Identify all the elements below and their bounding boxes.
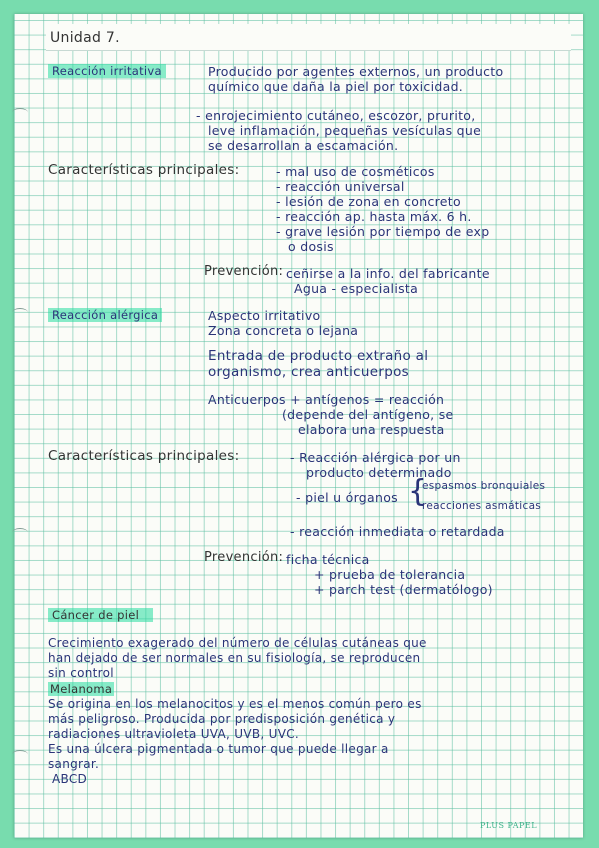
effects-line: leve inflamación, pequeñas vesículas que (208, 123, 482, 138)
subheading-melanoma: Melanoma (50, 682, 113, 696)
characteristic-item: - mal uso de cosméticos (276, 164, 435, 179)
characteristic-item: - lesión de zona en concreto (276, 194, 461, 209)
intro-line: Crecimiento exagerado del número de células cutáneas que (48, 636, 427, 650)
characteristics-label: Características principales: (48, 162, 240, 178)
ring-hole (12, 308, 28, 317)
organ-item: reacciones asmáticas (422, 500, 542, 512)
ring-hole (12, 108, 28, 117)
section-heading-irritativa: Reacción irritativa (48, 64, 166, 78)
organ-item: espasmos bronquiales (422, 480, 546, 492)
title-box (46, 24, 571, 51)
characteristic-item: - Reacción alérgica por un (290, 450, 461, 465)
ring-hole (12, 750, 28, 759)
entry-line: organismo, crea anticuerpos (208, 364, 409, 380)
intro-line: sin control (48, 666, 114, 680)
body-line: sangrar. (48, 757, 100, 771)
definition-line: químico que daña la piel por toxicidad. (208, 79, 464, 94)
effects-line: se desarrollan a escamación. (208, 138, 399, 153)
prevention-item: Agua - especialista (294, 281, 419, 296)
antibody-line: elabora una respuesta (298, 422, 445, 437)
characteristic-item: producto determinado (306, 465, 452, 480)
aspect-line: Aspecto irritativo (208, 308, 321, 323)
brace-mark: { (408, 474, 428, 509)
prevention-label: Prevención: (204, 550, 284, 565)
definition-line: Producido por agentes externos, un producto (208, 64, 504, 79)
body-line: ABCD (52, 772, 88, 786)
section-heading-alergica: Reacción alérgica (48, 308, 162, 322)
prevention-label: Prevención: (204, 264, 284, 279)
prevention-item: + parch test (dermatólogo) (314, 582, 493, 597)
entry-line: Entrada de producto extraño al (208, 348, 429, 364)
body-line: Es una úlcera pigmentada o tumor que puede llegar a (48, 742, 389, 756)
notebook-page (14, 14, 583, 838)
body-line: radiaciones ultravioleta UVA, UVB, UVC. (48, 727, 300, 741)
section-heading-cancer: Cáncer de piel (48, 608, 153, 622)
paper-brand: PLUS PAPEL (480, 821, 537, 830)
antibody-line: Anticuerpos + antígenos = reacción (208, 392, 445, 407)
intro-line: han dejado de ser normales en su fisiología, se reproducen (48, 651, 421, 665)
prevention-item: + prueba de tolerancia (314, 567, 466, 582)
unit-title: Unidad 7. (50, 30, 120, 46)
prevention-item: ficha técnica (286, 552, 370, 567)
body-line: Se origina en los melanocitos y es el menos común pero es (48, 697, 422, 711)
characteristic-item: o dosis (288, 239, 334, 254)
characteristics-label: Características principales: (48, 448, 240, 464)
effects-line: - enrojecimiento cutáneo, escozor, prurito, (196, 108, 476, 123)
characteristic-item: - piel u órganos (296, 490, 398, 505)
characteristic-item: - reacción inmediata o retardada (290, 524, 505, 539)
ring-hole (12, 528, 28, 537)
antibody-line: (depende del antígeno, se (282, 407, 454, 422)
body-line: más peligroso. Producida por predisposición genética y (48, 712, 396, 726)
prevention-item: ceñirse a la info. del fabricante (286, 266, 490, 281)
characteristic-item: - grave lesión por tiempo de exp (276, 224, 490, 239)
aspect-line: Zona concreta o lejana (208, 323, 359, 338)
characteristic-item: - reacción universal (276, 179, 405, 194)
characteristic-item: - reacción ap. hasta máx. 6 h. (276, 209, 472, 224)
